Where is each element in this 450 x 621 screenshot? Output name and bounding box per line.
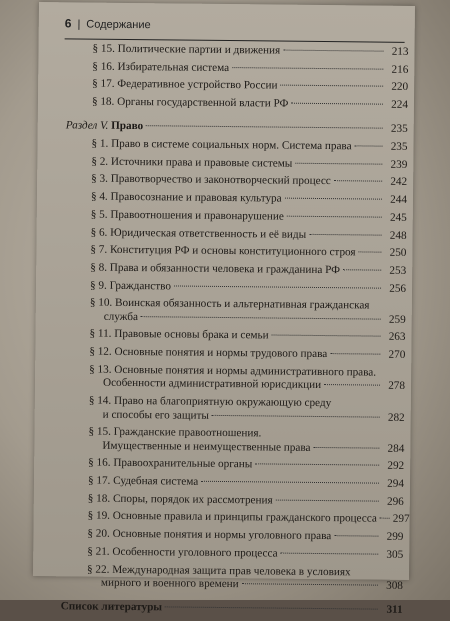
toc-entry: § 22. Международная защита прав человека в условиях мирного и военного времени 308 — [87, 563, 403, 592]
toc-entry: § 13. Основные понятия и нормы административного права. Особенности административной юрисдикции 278 — [89, 363, 406, 393]
toc-entry: § 9. Гражданство 256 — [89, 279, 407, 295]
toc-entry: § 14. Право на благоприятную окружающую среду и способы его защиты 282 — [88, 394, 405, 424]
toc-entry: § 19. Основные правила и принципы гражданского процесса 297 — [87, 510, 410, 526]
toc-entry: § 17. Федеративное устройство России 220 — [92, 77, 409, 94]
toc-entry: § 7. Конституция РФ и основы конституционного строя 250 — [90, 243, 407, 260]
table-of-contents — [61, 42, 409, 621]
toc-entry: § 15. Гражданские правоотношения. Имущественные и неимущественные права 284 — [88, 425, 405, 455]
toc-entry: § 21. Особенности уголовного процесса 305 — [87, 545, 404, 561]
section-heading — [66, 119, 408, 136]
toc-entry: § 16. Правоохранительные органы 292 — [88, 456, 405, 473]
header-title: Содержание — [86, 18, 151, 32]
toc-entry: § 15. Политические партии и движения 213 — [92, 42, 409, 58]
literature-entry: Список литературы 311 — [60, 599, 403, 616]
toc-entry: § 17. Судебная система 294 — [87, 474, 405, 490]
page-number: 6 — [64, 16, 72, 31]
book-page — [33, 2, 415, 616]
toc-entry: § 18. Споры, порядок их рассмотрения 296 — [87, 492, 404, 508]
section-prefix: Раздел V. — [65, 118, 109, 132]
toc-entry: § 11. Правовые основы брака и семьи 263 — [89, 328, 406, 344]
toc-entry: § 5. Правоотношения и правонарушение 245 — [90, 208, 407, 224]
toc-entry: § 20. Основные понятия и нормы уголовного права 299 — [87, 527, 404, 544]
section-title: Право — [111, 119, 144, 132]
toc-entry: § 10. Воинская обязанность и альтернативная гражданская служба 259 — [89, 296, 406, 326]
section-page: 235 — [390, 122, 408, 135]
toc-entry: § 4. Правосознание и правовая культура 244 — [90, 190, 408, 207]
toc-entry: § 18. Органы государственной власти РФ 224 — [91, 95, 409, 111]
toc-entry: § 1. Право в системе социальных норм. Система права 235 — [91, 137, 408, 153]
page-header: 6 | Содержание — [65, 16, 405, 43]
toc-entry: § 3. Правотворчество и законотворческий процесс 242 — [91, 173, 408, 189]
toc-entry: § 16. Избирательная система 216 — [92, 60, 409, 76]
toc-entry: § 6. Юридическая ответственность и её виды 248 — [90, 226, 407, 242]
toc-entry: § 12. Основные понятия и нормы трудового права 270 — [89, 345, 406, 362]
toc-entry: § 2. Источники права и правовые системы 239 — [91, 155, 408, 171]
toc-entry: § 8. Права и обязанности человека и гражданина РФ 253 — [90, 261, 407, 277]
